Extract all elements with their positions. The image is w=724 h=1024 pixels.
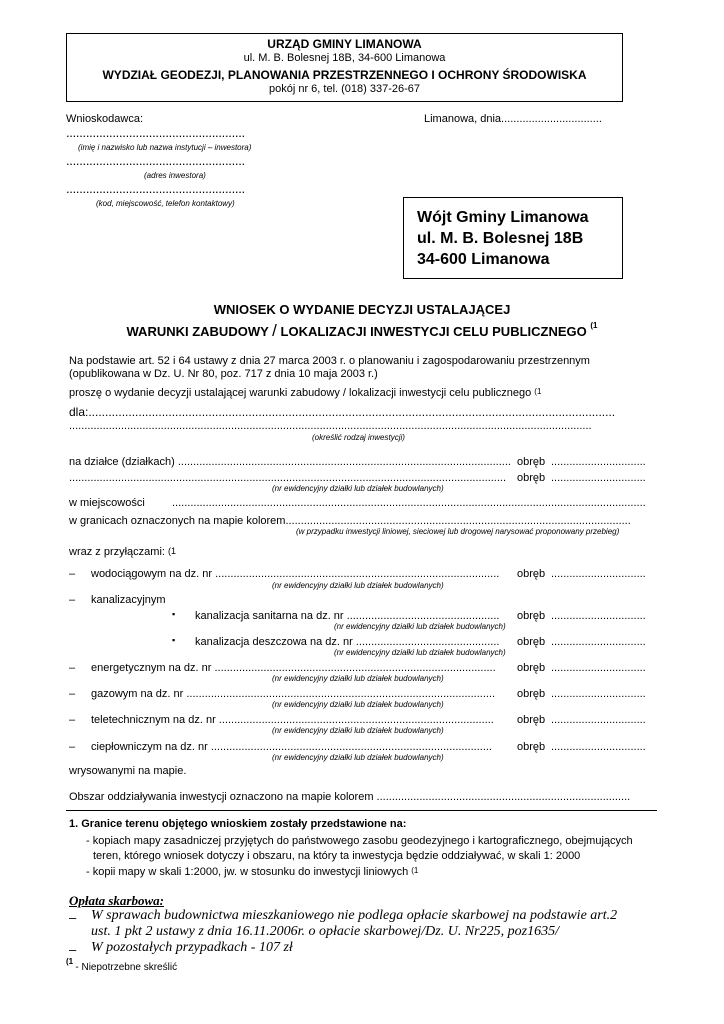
applicant-address-field[interactable]: ...................................................... bbox=[66, 153, 245, 168]
connections-label bbox=[69, 546, 176, 558]
divider bbox=[66, 810, 657, 811]
office-header bbox=[66, 33, 623, 102]
gas-field[interactable]: gazowym na dz. nr ..................................................................................................... bbox=[91, 688, 496, 700]
energy-obreb-label: obręb bbox=[517, 662, 546, 674]
plot-obreb-label: obręb bbox=[517, 456, 546, 468]
connections-text: wraz z przyłączami: bbox=[69, 546, 165, 558]
town-field[interactable]: ........................................................................................................................................................... bbox=[172, 497, 646, 509]
heat-obreb-field[interactable]: ............................... bbox=[551, 741, 646, 753]
plot-field-line-2[interactable]: ............................................................................................................................................... bbox=[69, 472, 507, 484]
applicant-contact-field[interactable]: ...................................................... bbox=[66, 181, 245, 196]
energy-field[interactable]: energetycznym na dz. nr ............................................................................................ bbox=[91, 662, 496, 674]
fee-1-line-1: W sprawach budownictwa mieszkaniowego nie podlega opłacie skarbowej na podstawie art.2 bbox=[91, 908, 618, 923]
telecom-obreb-field[interactable]: ............................... bbox=[551, 714, 646, 726]
footnote-mark: (1 bbox=[66, 957, 74, 966]
rain-obreb-field[interactable]: ............................... bbox=[551, 636, 646, 648]
applicant-address-hint: (adres inwestora) bbox=[144, 171, 206, 180]
recipient-line-2: ul. M. B. Bolesnej 18B bbox=[417, 230, 584, 247]
title-separator: / bbox=[272, 321, 277, 340]
request-sentence: proszę o wydanie decyzji ustalającej warunki zabudowy / lokalizacji inwestycji celu publicznego bbox=[69, 387, 532, 399]
water-obreb-label: obręb bbox=[517, 568, 546, 580]
energy-hint: (nr ewidencyjny działki lub działek budowlanych) bbox=[272, 674, 444, 683]
applicant-name-field[interactable]: ...................................................... bbox=[66, 125, 245, 140]
telecom-dash: – bbox=[69, 714, 76, 726]
heat-hint: (nr ewidencyjny działki lub działek budowlanych) bbox=[272, 753, 444, 762]
plot-obreb-field-2[interactable]: ............................... bbox=[551, 472, 646, 484]
water-field[interactable]: wodociągowym na dz. nr ............................................................................................. bbox=[91, 568, 500, 580]
gas-obreb-label: obręb bbox=[517, 688, 546, 700]
applicant-contact-hint: (kod, miejscowość, telefon kontaktowy) bbox=[96, 199, 235, 208]
investment-for-line-2[interactable]: ........................................................................................................................................................................... bbox=[69, 420, 592, 432]
date-field[interactable]: Limanowa, dnia................................. bbox=[424, 113, 602, 125]
telecom-field[interactable]: teletechnicznym na dz. nr .......................................................................................... bbox=[91, 714, 494, 726]
heat-obreb-label: obręb bbox=[517, 741, 546, 753]
telecom-obreb-label: obręb bbox=[517, 714, 546, 726]
office-name: URZĄD GMINY LIMANOWA bbox=[267, 37, 422, 51]
gas-obreb-field[interactable]: ............................... bbox=[551, 688, 646, 700]
plot-hint: (nr ewidencyjny działki lub działek budowlanych) bbox=[272, 484, 444, 493]
telecom-hint: (nr ewidencyjny działki lub działek budowlanych) bbox=[272, 726, 444, 735]
borders-hint: (w przypadku inwestycji liniowej, sieciowej lub drogowej narysować proponowany przebieg) bbox=[296, 527, 620, 536]
legal-basis-line-1: Na podstawie art. 52 i 64 ustawy z dnia 27 marca 2003 r. o planowaniu i zagospodarowaniu przestrzennym bbox=[69, 355, 590, 367]
rain-field[interactable]: kanalizacja deszczowa na dz. nr ............................................... bbox=[195, 636, 500, 648]
attachment-2-footnote: (1 bbox=[411, 866, 419, 875]
borders-field[interactable]: w granicach oznaczonych na mapie kolorem................................................................................................................. bbox=[69, 515, 631, 527]
fee-1-line-2: ust. 1 pkt 2 ustawy z dnia 16.11.2006r. o opłacie skarbowej/Dz. U. Nr225, poz1635/ bbox=[91, 924, 559, 939]
town-label: w miejscowości bbox=[69, 497, 145, 509]
attachments-heading: 1. Granice terenu objętego wnioskiem zostały przedstawione na: bbox=[69, 818, 407, 830]
applicant-label: Wnioskodawca: bbox=[66, 113, 144, 125]
request-text bbox=[69, 387, 541, 399]
rain-bullet: ▪ bbox=[172, 635, 176, 645]
attachment-1-line-1: - kopiach mapy zasadniczej przyjętych do państwowego zasobu geodezyjnego i kartograficznego, obejmujących bbox=[86, 835, 633, 847]
connections-footnote: (1 bbox=[168, 546, 177, 556]
footnote bbox=[66, 957, 178, 973]
heat-field[interactable]: ciepłowniczym na dz. nr ............................................................................................ bbox=[91, 741, 492, 753]
title-part-b: LOKALIZACJI INWESTYCJI CELU PUBLICZNEGO bbox=[280, 324, 587, 339]
fee-2-dash: – bbox=[69, 942, 77, 957]
title-part-a: WARUNKI ZABUDOWY bbox=[126, 324, 269, 339]
water-obreb-field[interactable]: ............................... bbox=[551, 568, 646, 580]
sanitary-bullet: ▪ bbox=[172, 609, 176, 619]
recipient-line-1: Wójt Gminy Limanowa bbox=[417, 209, 589, 226]
plot-field[interactable]: na działce (działkach) ............................................................................................................. bbox=[69, 456, 511, 468]
title-footnote: (1 bbox=[590, 321, 598, 330]
attachment-1-line-2: teren, którego wniosek dotyczy i obszaru, na który ta inwestycja będzie oddziaływać, w skali 1: 2000 bbox=[93, 850, 581, 862]
sanitary-obreb-label: obręb bbox=[517, 610, 546, 622]
sanitary-hint: (nr ewidencyjny działki lub działek budowlanych) bbox=[334, 622, 506, 631]
rain-obreb-label: obręb bbox=[517, 636, 546, 648]
investment-for-field[interactable]: dla:.............................................................................................................................................................. bbox=[69, 405, 616, 419]
request-footnote: (1 bbox=[534, 387, 542, 396]
fee-2: W pozostałych przypadkach - 107 zł bbox=[91, 940, 293, 955]
office-contact: pokój nr 6, tel. (018) 337-26-67 bbox=[268, 83, 421, 95]
sanitary-field[interactable]: kanalizacja sanitarna na dz. nr .................................................. bbox=[195, 610, 500, 622]
sewer-label: kanalizacyjnym bbox=[91, 594, 166, 606]
heat-dash: – bbox=[69, 741, 76, 753]
rain-hint: (nr ewidencyjny działki lub działek budowlanych) bbox=[334, 648, 506, 657]
investment-type-hint: (określić rodzaj inwestycji) bbox=[312, 433, 405, 442]
applicant-name-hint: (imię i nazwisko lub nazwa instytucji – inwestora) bbox=[78, 143, 252, 152]
office-address: ul. M. B. Bolesnej 18B, 34-600 Limanowa bbox=[243, 52, 446, 64]
impact-area-field[interactable]: Obszar oddziaływania inwestycji oznaczono na mapie kolorem ................................................................................... bbox=[69, 791, 631, 803]
gas-dash: – bbox=[69, 688, 76, 700]
form-title-line-1: WNIOSEK O WYDANIE DECYZJI USTALAJĄCEJ bbox=[213, 302, 511, 317]
water-dash: – bbox=[69, 568, 76, 580]
sewer-dash: – bbox=[69, 594, 76, 606]
recipient-box bbox=[403, 197, 623, 279]
plot-obreb-label-2: obręb bbox=[517, 472, 546, 484]
attachment-2-text: - kopii mapy w skali 1:2000, jw. w stosunku do inwestycji liniowych bbox=[86, 866, 409, 878]
form-title-line-2 bbox=[0, 321, 724, 341]
fee-1-dash: – bbox=[69, 910, 77, 925]
legal-basis-line-2: (opublikowana w Dz. U. Nr 80, poz. 717 z dnia 10 maja 2003 r.) bbox=[69, 368, 378, 380]
plot-obreb-field[interactable]: ............................... bbox=[551, 456, 646, 468]
fee-heading: Opłata skarbowa: bbox=[69, 893, 164, 908]
sanitary-obreb-field[interactable]: ............................... bbox=[551, 610, 646, 622]
footnote-text: - Niepotrzebne skreślić bbox=[75, 962, 178, 973]
water-hint: (nr ewidencyjny działki lub działek budowlanych) bbox=[272, 581, 444, 590]
department-name: WYDZIAŁ GEODEZJI, PLANOWANIA PRZESTRZENNEGO I OCHRONY ŚRODOWISKA bbox=[102, 68, 587, 82]
recipient-line-3: 34-600 Limanowa bbox=[417, 251, 550, 268]
drawn-on-map: wrysowanymi na mapie. bbox=[69, 765, 187, 777]
attachment-2 bbox=[86, 866, 418, 878]
energy-obreb-field[interactable]: ............................... bbox=[551, 662, 646, 674]
energy-dash: – bbox=[69, 662, 76, 674]
gas-hint: (nr ewidencyjny działki lub działek budowlanych) bbox=[272, 700, 444, 709]
